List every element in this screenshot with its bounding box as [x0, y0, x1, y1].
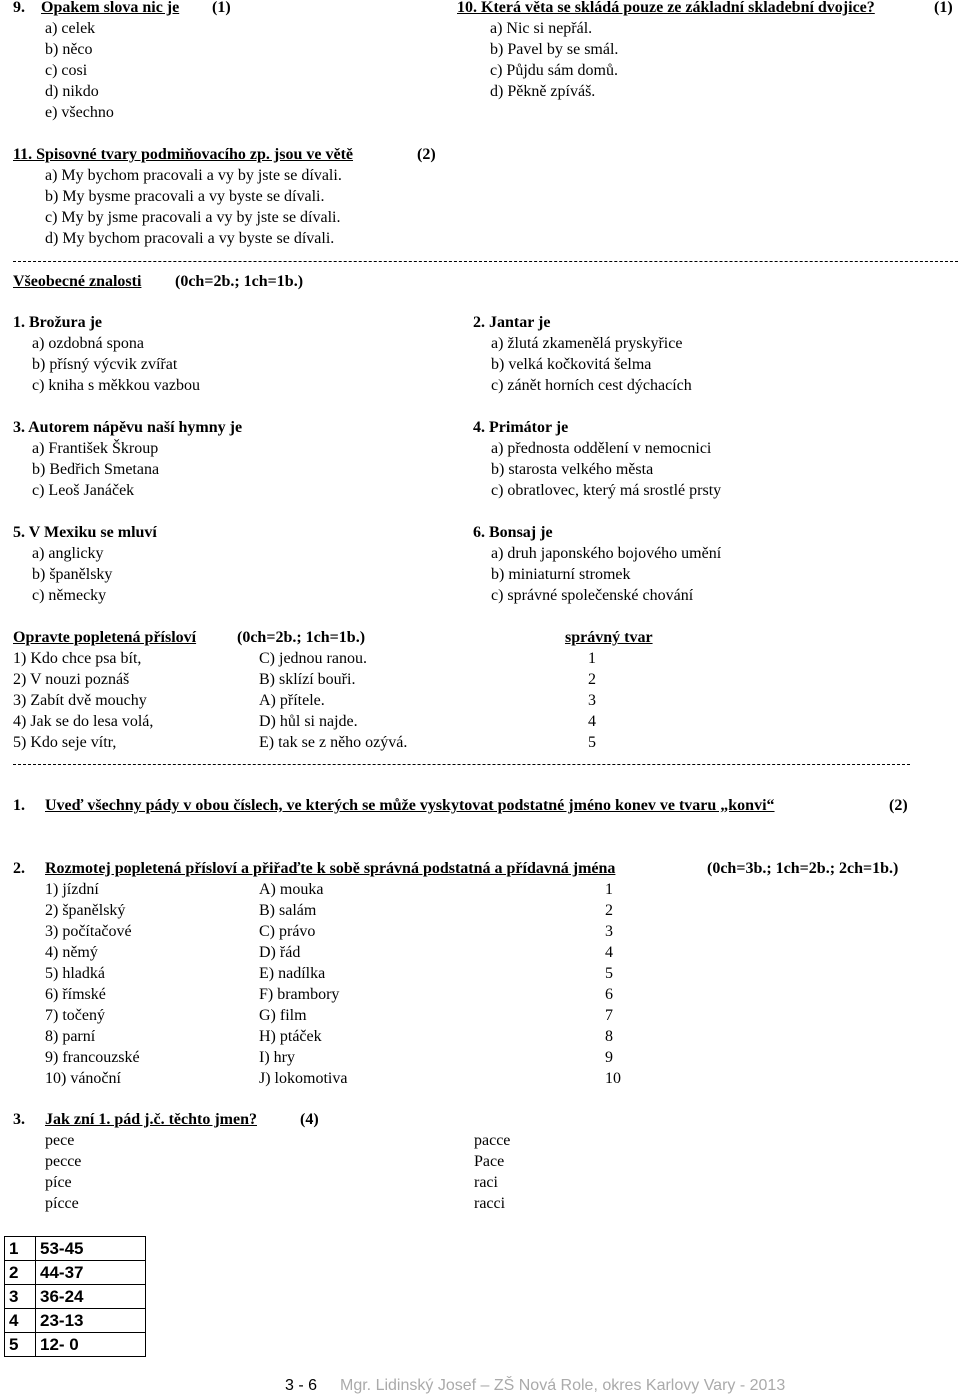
general-question: 3. Autorem nápěvu naší hymny je	[13, 419, 243, 436]
grading-row	[5, 1285, 146, 1309]
grading-row	[5, 1309, 146, 1333]
general-points: (0ch=2b.; 1ch=1b.)	[175, 273, 304, 290]
page-number: 3 - 6	[285, 1377, 318, 1394]
general-answer: b) španělsky	[32, 566, 113, 583]
task3-word: racci	[474, 1195, 506, 1212]
general-question: 4. Primátor je	[473, 419, 569, 436]
q9-number: 9.	[13, 0, 25, 16]
task2-noun: G) film	[259, 1007, 307, 1024]
grade: 5	[5, 1333, 36, 1357]
proverb-answer-slot: 3	[588, 692, 596, 709]
task2-noun: H) ptáček	[259, 1028, 322, 1045]
general-answer: b) miniaturní stromek	[491, 566, 631, 583]
q11-option: a) My bychom pracovali a vy by jste se dívali.	[45, 167, 342, 184]
task2-adjective: 2) španělský	[45, 902, 126, 919]
general-answer: b) velká kočkovitá šelma	[491, 356, 652, 373]
general-answer: c) kniha s měkkou vazbou	[32, 377, 200, 394]
task2-adjective: 8) parní	[45, 1028, 96, 1045]
general-answer: a) František Škroup	[32, 440, 159, 457]
q9-option: b) něco	[45, 41, 93, 58]
task1-number: 1.	[13, 797, 25, 814]
point-range: 36-24	[36, 1285, 146, 1309]
proverbs-title: Opravte popletená přísloví	[13, 629, 197, 646]
task2-answer-slot: 6	[605, 986, 613, 1003]
proverb-left: 1) Kdo chce psa bít,	[13, 650, 142, 667]
general-answer: a) ozdobná spona	[32, 335, 144, 352]
q9-option: d) nikdo	[45, 83, 99, 100]
q11-option: c) My by jsme pracovali a vy by jste se dívali.	[45, 209, 341, 226]
grade: 1	[5, 1237, 36, 1261]
proverb-right: D) hůl si najde.	[259, 713, 358, 730]
task2-answer-slot: 2	[605, 902, 613, 919]
task3-title: Jak zní 1. pád j.č. těchto jmen?	[45, 1111, 257, 1128]
grading-row	[5, 1333, 146, 1357]
task2-points: (0ch=3b.; 1ch=2b.; 2ch=1b.)	[707, 860, 899, 877]
q11-option: b) My bysme pracovali a vy byste se dívali.	[45, 188, 325, 205]
proverb-right: C) jednou ranou.	[259, 650, 367, 667]
task2-adjective: 9) francouzské	[45, 1049, 140, 1066]
task2-adjective: 7) točený	[45, 1007, 105, 1024]
task3-word: píce	[45, 1174, 72, 1191]
general-answer: a) druh japonského bojového umění	[491, 545, 722, 562]
general-answer: c) německy	[32, 587, 107, 604]
task2-number: 2.	[13, 860, 25, 877]
general-question: 1. Brožura je	[13, 314, 103, 331]
proverb-left: 4) Jak se do lesa volá,	[13, 713, 154, 730]
general-answer: c) Leoš Janáček	[32, 482, 135, 499]
task3-number: 3.	[13, 1111, 25, 1128]
task2-noun: C) právo	[259, 923, 316, 940]
task2-answer-slot: 7	[605, 1007, 613, 1024]
general-question: 5. V Mexiku se mluví	[13, 524, 157, 541]
task2-adjective: 3) počítačové	[45, 923, 132, 940]
q9-points: (1)	[212, 0, 231, 16]
point-range: 44-37	[36, 1261, 146, 1285]
proverb-right: E) tak se z něho ozývá.	[259, 734, 408, 751]
proverb-right: B) sklízí bouři.	[259, 671, 356, 688]
task2-adjective: 4) němý	[45, 944, 98, 961]
general-question: 6. Bonsaj je	[473, 524, 553, 541]
task3-word: pícce	[45, 1195, 79, 1212]
proverb-answer-slot: 4	[588, 713, 596, 730]
grade: 4	[5, 1309, 36, 1333]
general-answer: a) žlutá zkamenělá pryskyřice	[491, 335, 683, 352]
section-divider	[13, 261, 958, 262]
q10-option: d) Pěkně zpíváš.	[490, 83, 596, 100]
task3-word: pece	[45, 1132, 75, 1149]
task2-answer-slot: 4	[605, 944, 613, 961]
proverb-answer-slot: 5	[588, 734, 596, 751]
proverbs-answer-header: správný tvar	[565, 629, 653, 646]
grade: 2	[5, 1261, 36, 1285]
task2-noun: F) brambory	[259, 986, 340, 1003]
proverb-right: A) přítele.	[259, 692, 325, 709]
general-title: Všeobecné znalosti	[13, 273, 142, 290]
grading-row	[5, 1261, 146, 1285]
task2-noun: D) řád	[259, 944, 301, 961]
task2-answer-slot: 8	[605, 1028, 613, 1045]
task1-points: (2)	[889, 797, 908, 814]
footer-credit: Mgr. Lidinský Josef – ZŠ Nová Role, okres Karlovy Vary - 2013	[340, 1377, 786, 1394]
q11-option: d) My bychom pracovali a vy byste se dívali.	[45, 230, 335, 247]
q9-option: c) cosi	[45, 62, 88, 79]
q11-points: (2)	[417, 146, 436, 163]
task2-noun: A) mouka	[259, 881, 324, 898]
general-question: 2. Jantar je	[473, 314, 551, 331]
grading-table	[4, 1236, 146, 1357]
proverb-answer-slot: 1	[588, 650, 596, 667]
task2-answer-slot: 3	[605, 923, 613, 940]
proverb-left: 5) Kdo seje vítr,	[13, 734, 117, 751]
general-answer: b) starosta velkého města	[491, 461, 654, 478]
q11-title: 11. Spisovné tvary podmiňovacího zp. jsou ve větě	[13, 146, 354, 163]
general-answer: b) Bedřich Smetana	[32, 461, 160, 478]
task1-title: Uveď všechny pády v obou číslech, ve kterých se může vyskytovat podstatné jméno konev ve tvaru „konvi“	[45, 797, 775, 814]
q9-title: Opakem slova nic je	[41, 0, 180, 16]
grading-row	[5, 1237, 146, 1261]
general-answer: c) zánět horních cest dýchacích	[491, 377, 692, 394]
q10-option: b) Pavel by se smál.	[490, 41, 619, 58]
task2-answer-slot: 9	[605, 1049, 613, 1066]
general-answer: c) správné společenské chování	[491, 587, 694, 604]
general-answer: b) přísný výcvik zvířat	[32, 356, 178, 373]
q10-option: a) Nic si nepřál.	[490, 20, 593, 37]
task2-noun: I) hry	[259, 1049, 295, 1066]
task2-adjective: 6) římské	[45, 986, 106, 1003]
task2-noun: B) salám	[259, 902, 317, 919]
point-range: 53-45	[36, 1237, 146, 1261]
task3-word: Pace	[474, 1153, 505, 1170]
proverbs-points: (0ch=2b.; 1ch=1b.)	[237, 629, 366, 646]
task2-answer-slot: 5	[605, 965, 613, 982]
task2-answer-slot: 10	[605, 1070, 621, 1087]
general-answer: c) obratlovec, který má srostlé prsty	[491, 482, 722, 499]
q9-option: e) všechno	[45, 104, 114, 121]
task2-title: Rozmotej popletená přísloví a přiřaďte k sobě správná podstatná a přídavná jména	[45, 860, 616, 877]
task3-word: raci	[474, 1174, 498, 1191]
q9-option: a) celek	[45, 20, 96, 37]
task2-adjective: 10) vánoční	[45, 1070, 121, 1087]
proverb-answer-slot: 2	[588, 671, 596, 688]
grade: 3	[5, 1285, 36, 1309]
task2-answer-slot: 1	[605, 881, 613, 898]
task3-word: pecce	[45, 1153, 82, 1170]
q10-option: c) Půjdu sám domů.	[490, 62, 618, 79]
point-range: 23-13	[36, 1309, 146, 1333]
q10-points: (1)	[934, 0, 953, 16]
task3-word: pacce	[474, 1132, 511, 1149]
task2-noun: E) nadílka	[259, 965, 326, 982]
task2-adjective: 5) hladká	[45, 965, 105, 982]
general-answer: a) přednosta oddělení v nemocnici	[491, 440, 712, 457]
point-range: 12- 0	[36, 1333, 146, 1357]
section-divider	[13, 764, 910, 765]
general-answer: a) anglicky	[32, 545, 104, 562]
task3-points: (4)	[300, 1111, 319, 1128]
proverb-left: 3) Zabít dvě mouchy	[13, 692, 147, 709]
task2-adjective: 1) jízdní	[45, 881, 99, 898]
task2-noun: J) lokomotiva	[259, 1070, 348, 1087]
q10-title: 10. Která věta se skládá pouze ze základní skladební dvojice?	[457, 0, 875, 16]
proverb-left: 2) V nouzi poznáš	[13, 671, 130, 688]
